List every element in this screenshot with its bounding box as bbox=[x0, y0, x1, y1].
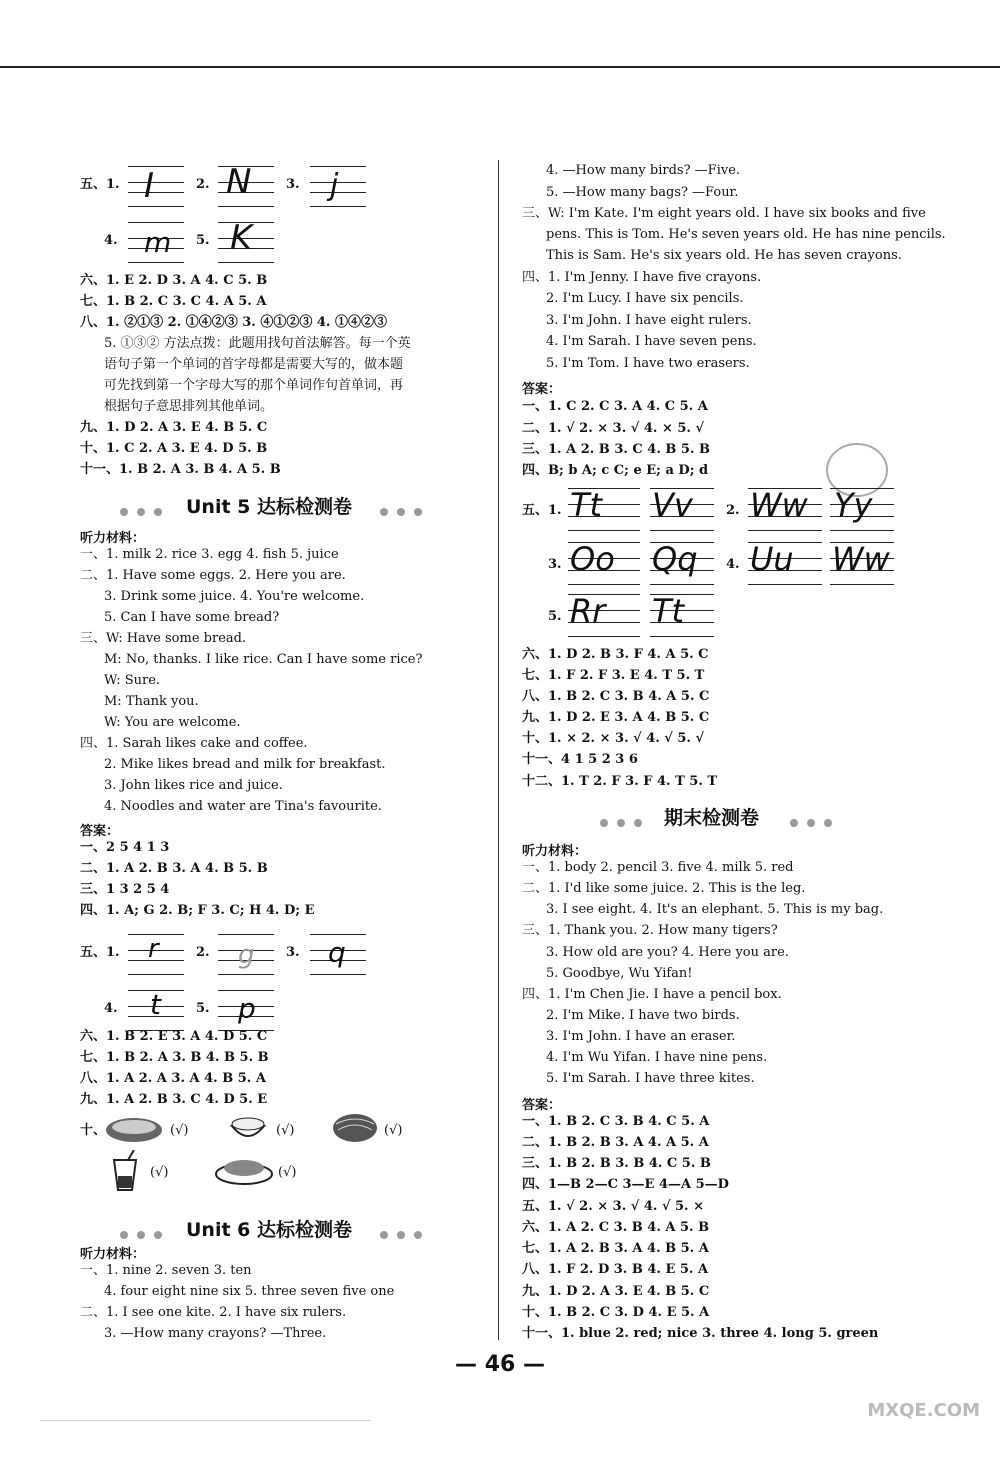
text-line: 4. —How many birds? —Five. bbox=[546, 163, 741, 178]
answer-line: 十、1. × 2. × 3. √ 4. √ 5. √ bbox=[522, 731, 705, 746]
handwriting-box bbox=[748, 486, 822, 532]
answer-line: 二、1. A 2. B 3. A 4. B 5. B bbox=[80, 861, 268, 876]
hw-letter: Qq bbox=[652, 540, 698, 578]
answer-line: 七、1. B 2. A 3. B 4. B 5. B bbox=[80, 1050, 269, 1065]
text-line: 三、W: I'm Kate. I'm eight years old. I have six books and five bbox=[522, 206, 926, 221]
answer-line: 七、1. F 2. F 3. E 4. T 5. T bbox=[522, 668, 705, 683]
listen-line: 2. I'm Mike. I have two birds. bbox=[546, 1008, 740, 1023]
listen-line: 二、1. I'd like some juice. 2. This is the leg. bbox=[522, 881, 806, 896]
answer-line: 十一、1. blue 2. red; nice 3. three 4. long 5. green bbox=[522, 1326, 879, 1341]
answer-line: 六、1. D 2. B 3. F 4. A 5. C bbox=[522, 647, 709, 662]
listen-line: 5. I'm Sarah. I have three kites. bbox=[546, 1071, 755, 1086]
listen-line: 3. How old are you? 4. Here you are. bbox=[546, 945, 789, 960]
answer-label: 答案： bbox=[522, 1098, 562, 1113]
text-line: 四、1. I'm Jenny. I have five crayons. bbox=[522, 270, 762, 285]
hw-letter: t bbox=[150, 988, 161, 1021]
answer-line: 二、1. B 2. B 3. A 4. A 5. A bbox=[522, 1135, 709, 1150]
hw-letter: Uu bbox=[750, 540, 794, 578]
wu-label: 五、1. bbox=[522, 503, 562, 518]
answer-line: 一、2 5 4 1 3 bbox=[80, 840, 170, 855]
handwriting-box bbox=[128, 986, 184, 1032]
hw-letter: Tt bbox=[570, 486, 603, 524]
listen-line: 二、1. Have some eggs. 2. Here you are. bbox=[80, 568, 346, 583]
answer-line: 三、1. A 2. B 3. C 4. B 5. B bbox=[522, 442, 710, 457]
answer-line: 四、1—B 2—C 3—E 4—A 5—D bbox=[522, 1177, 729, 1192]
heading-dots bbox=[600, 812, 651, 820]
listen-line: 3. —How many crayons? —Three. bbox=[104, 1326, 327, 1341]
answer-line: 五、1. √ 2. × 3. √ 4. √ 5. × bbox=[522, 1199, 705, 1214]
listen-line: 4. I'm Wu Yifan. I have nine pens. bbox=[546, 1050, 768, 1065]
bread-icon bbox=[104, 1114, 164, 1144]
hw-letter: j bbox=[330, 168, 339, 203]
text-line: 5. —How many bags? —Four. bbox=[546, 185, 739, 200]
final-title: 期末检测卷 bbox=[664, 807, 760, 829]
watermark: MXQE.COM bbox=[867, 1400, 980, 1421]
top-rule bbox=[0, 66, 1000, 68]
answer-line: 四、1. A; G 2. B; F 3. C; H 4. D; E bbox=[80, 903, 315, 918]
answer-line: 三、1 3 2 5 4 bbox=[80, 882, 170, 897]
wu-label: 五、1. bbox=[80, 945, 120, 960]
hw-letter: Tt bbox=[652, 592, 685, 630]
hw-letter: r bbox=[148, 934, 159, 964]
answer-line: 七、1. A 2. B 3. A 4. B 5. A bbox=[522, 1241, 709, 1256]
listen-label: 听力材料： bbox=[80, 1247, 146, 1262]
page-number: — 46 — bbox=[455, 1352, 545, 1377]
unit6-title: Unit 6 达标检测卷 bbox=[186, 1219, 352, 1241]
handwriting-box bbox=[128, 930, 184, 976]
listen-line: 3. Drink some juice. 4. You're welcome. bbox=[104, 589, 365, 604]
handwriting-box bbox=[830, 486, 894, 532]
answer-line: 四、B; b A; c C; e E; a D; d bbox=[522, 463, 709, 478]
hw-letter: K bbox=[230, 218, 253, 258]
listen-line: 3. I'm John. I have an eraser. bbox=[546, 1029, 736, 1044]
answer-line: 八、1. B 2. C 3. B 4. A 5. C bbox=[522, 689, 710, 704]
hw-letter: Rr bbox=[570, 592, 606, 630]
answer-line: 一、1. B 2. C 3. B 4. C 5. A bbox=[522, 1114, 710, 1129]
hw-letter: Vv bbox=[652, 486, 693, 524]
answer-line: 九、1. D 2. A 3. E 4. B 5. C bbox=[80, 420, 268, 435]
num-label: 2. bbox=[196, 945, 210, 960]
text-line: 3. I'm John. I have eight rulers. bbox=[546, 313, 752, 328]
listen-label: 听力材料： bbox=[522, 844, 588, 859]
num-label: 4. bbox=[726, 557, 740, 572]
hw-letter: N bbox=[226, 162, 252, 202]
answer-line: 八、1. ②①③ 2. ①④②③ 3. ④①②③ 4. ①④②③ bbox=[80, 315, 387, 330]
listen-line: M: No, thanks. I like rice. Can I have some rice? bbox=[104, 652, 423, 667]
hw-letter: I bbox=[144, 166, 155, 206]
answer-line: 八、1. F 2. D 3. B 4. E 5. A bbox=[522, 1262, 709, 1277]
answer-line: 八、1. A 2. A 3. A 4. B 5. A bbox=[80, 1071, 266, 1086]
heading-dots bbox=[790, 812, 841, 820]
fish-icon bbox=[214, 1152, 274, 1188]
answer-line: 三、1. B 2. B 3. B 4. C 5. B bbox=[522, 1156, 711, 1171]
listen-line: 三、1. Thank you. 2. How many tigers? bbox=[522, 923, 778, 938]
text-line: 4. I'm Sarah. I have seven pens. bbox=[546, 334, 757, 349]
answer-label: 答案： bbox=[522, 382, 562, 397]
num-label: 3. bbox=[286, 945, 300, 960]
hw-letter: m bbox=[144, 226, 172, 259]
hw-letter: p bbox=[238, 992, 256, 1025]
num-label: 5. bbox=[196, 233, 210, 248]
text-line: pens. This is Tom. He's seven years old. He has nine pencils. bbox=[546, 227, 946, 242]
answer-line: 六、1. A 2. C 3. B 4. A 5. B bbox=[522, 1220, 710, 1235]
check-mark: (√) bbox=[278, 1165, 297, 1180]
num-label: 4. bbox=[104, 1001, 118, 1016]
handwriting-box bbox=[748, 540, 822, 586]
answer-line: 九、1. A 2. B 3. C 4. D 5. E bbox=[80, 1092, 268, 1107]
num-label: 4. bbox=[104, 233, 118, 248]
column-divider bbox=[498, 160, 499, 1340]
listen-line: 一、1. nine 2. seven 3. ten bbox=[80, 1263, 252, 1278]
method-line: 根据句子意思排列其他单词。 bbox=[104, 399, 274, 414]
listen-line: 四、1. I'm Chen Jie. I have a pencil box. bbox=[522, 987, 782, 1002]
listen-line: 5. Can I have some bread? bbox=[104, 610, 280, 625]
handwriting-box bbox=[128, 218, 184, 264]
answer-line: 六、1. E 2. D 3. A 4. C 5. B bbox=[80, 273, 268, 288]
method-line: 可先找到第一个字母大写的那个单词作句首单词，再 bbox=[104, 378, 404, 393]
handwriting-box bbox=[310, 162, 366, 208]
answer-line: 九、1. D 2. A 3. E 4. B 5. C bbox=[522, 1284, 710, 1299]
handwriting-box bbox=[218, 930, 274, 976]
handwriting-box bbox=[650, 540, 714, 586]
num-label: 5. bbox=[548, 609, 562, 624]
hw-letter: Yy bbox=[834, 486, 873, 524]
unit5-title: Unit 5 达标检测卷 bbox=[186, 496, 352, 518]
shi-label: 十、 bbox=[80, 1123, 107, 1138]
answer-line: 六、1. B 2. E 3. A 4. D 5. C bbox=[80, 1029, 268, 1044]
answer-line: 二、1. √ 2. × 3. √ 4. × 5. √ bbox=[522, 421, 705, 436]
heading-dots bbox=[120, 1224, 171, 1232]
handwriting-box bbox=[650, 486, 714, 532]
listen-line: 4. Noodles and water are Tina's favourite. bbox=[104, 799, 382, 814]
handwriting-box bbox=[568, 540, 640, 586]
method-line: 5. ①③② 方法点拨：此题用找句首法解答。每一个英 bbox=[104, 336, 411, 351]
text-line: This is Sam. He's six years old. He has seven crayons. bbox=[546, 248, 902, 263]
method-line: 语句子第一个单词的首字母都是需要大写的，做本题 bbox=[104, 357, 404, 372]
hw-letter: g bbox=[238, 940, 255, 970]
listen-line: W: Sure. bbox=[104, 673, 161, 688]
answer-line: 十、1. C 2. A 3. E 4. D 5. B bbox=[80, 441, 268, 456]
num-label: 2. bbox=[726, 503, 740, 518]
handwriting-box bbox=[568, 592, 640, 638]
listen-line: 一、1. body 2. pencil 3. five 4. milk 5. red bbox=[522, 860, 794, 875]
answer-line: 七、1. B 2. C 3. C 4. A 5. A bbox=[80, 294, 267, 309]
heading-dots bbox=[380, 1224, 431, 1232]
listen-label: 听力材料： bbox=[80, 531, 146, 546]
check-mark: (√) bbox=[150, 1165, 169, 1180]
hw-letter: Oo bbox=[570, 540, 615, 578]
handwriting-box bbox=[128, 162, 184, 208]
listen-line: 四、1. Sarah likes cake and coffee. bbox=[80, 736, 308, 751]
heading-dots bbox=[380, 501, 431, 509]
text-line: 5. I'm Tom. I have two erasers. bbox=[546, 356, 750, 371]
check-mark: (√) bbox=[170, 1123, 189, 1138]
listen-line: 4. four eight nine six 5. three seven five one bbox=[104, 1284, 395, 1299]
handwriting-box bbox=[568, 486, 640, 532]
answer-line: 十二、1. T 2. F 3. F 4. T 5. T bbox=[522, 774, 718, 789]
answer-label: 答案： bbox=[80, 824, 120, 839]
text-line: 2. I'm Lucy. I have six pencils. bbox=[546, 291, 744, 306]
num-label: 5. bbox=[196, 1001, 210, 1016]
answer-line: 十、1. B 2. C 3. D 4. E 5. A bbox=[522, 1305, 710, 1320]
listen-line: 3. I see eight. 4. It's an elephant. 5. This is my bag. bbox=[546, 902, 884, 917]
answer-line: 十一、1. B 2. A 3. B 4. A 5. B bbox=[80, 462, 281, 477]
answer-line: 十一、4 1 5 2 3 6 bbox=[522, 752, 638, 767]
listen-line: M: Thank you. bbox=[104, 694, 199, 709]
rice-bowl-icon bbox=[228, 1112, 268, 1146]
listen-line: 2. Mike likes bread and milk for breakfast. bbox=[104, 757, 386, 772]
listen-line: 3. John likes rice and juice. bbox=[104, 778, 283, 793]
num-label: 3. bbox=[286, 177, 300, 192]
footer-rule bbox=[40, 1420, 370, 1421]
hw-letter: Ww bbox=[832, 540, 890, 578]
listen-line: 一、1. milk 2. rice 3. egg 4. fish 5. juice bbox=[80, 547, 339, 562]
listen-line: 三、W: Have some bread. bbox=[80, 631, 247, 646]
check-mark: (√) bbox=[384, 1123, 403, 1138]
answer-line: 一、1. C 2. C 3. A 4. C 5. A bbox=[522, 399, 708, 414]
num-label: 3. bbox=[548, 557, 562, 572]
listen-line: 5. Goodbye, Wu Yifan! bbox=[546, 966, 693, 981]
listen-line: W: You are welcome. bbox=[104, 715, 241, 730]
wu-label: 五、1. bbox=[80, 177, 120, 192]
answer-line: 九、1. D 2. E 3. A 4. B 5. C bbox=[522, 710, 710, 725]
handwriting-box bbox=[830, 540, 894, 586]
handwriting-box bbox=[218, 162, 274, 208]
handwriting-box bbox=[218, 986, 274, 1032]
handwriting-box bbox=[310, 930, 366, 976]
listen-line: 二、1. I see one kite. 2. I have six rulers. bbox=[80, 1305, 347, 1320]
noodles-icon bbox=[330, 1110, 380, 1146]
num-label: 2. bbox=[196, 177, 210, 192]
hw-letter: Ww bbox=[750, 486, 808, 524]
heading-dots bbox=[120, 501, 171, 509]
handwriting-box bbox=[218, 218, 274, 264]
juice-icon bbox=[110, 1150, 140, 1194]
hw-letter: q bbox=[328, 936, 346, 969]
handwriting-box bbox=[650, 592, 714, 638]
check-mark: (√) bbox=[276, 1123, 295, 1138]
